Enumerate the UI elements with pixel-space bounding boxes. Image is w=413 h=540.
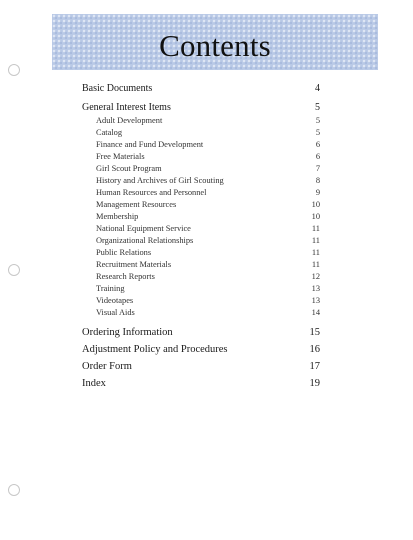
toc-subentry-page: 12 (311, 272, 320, 281)
toc-subentry[interactable] (82, 307, 320, 319)
toc-subentry-title: Visual Aids (96, 308, 135, 317)
toc-subentry-title: Human Resources and Personnel (96, 188, 207, 197)
toc-subentry-page: 14 (311, 308, 320, 317)
toc-subentry-page: 11 (311, 248, 320, 257)
table-of-contents (82, 82, 320, 392)
toc-subentry-page: 5 (315, 116, 320, 125)
toc-subentry-title: Free Materials (96, 152, 145, 161)
toc-subentry-page: 6 (315, 152, 320, 161)
toc-subentry-title: Videotapes (96, 296, 134, 305)
toc-subentry-page: 6 (315, 140, 320, 149)
toc-subentry[interactable] (82, 247, 320, 259)
toc-entry-page: 17 (309, 361, 320, 372)
toc-subentry[interactable] (82, 259, 320, 271)
toc-subentry[interactable] (82, 115, 320, 127)
toc-entry-ordering-information[interactable] (82, 324, 320, 341)
toc-subentry-page: 9 (315, 188, 320, 197)
toc-entry-page: 4 (315, 83, 320, 94)
binder-hole-bottom (8, 484, 20, 496)
toc-subentry-title: Research Reports (96, 272, 155, 281)
toc-subentry-page: 11 (311, 224, 320, 233)
toc-subentry-title: Finance and Fund Development (96, 140, 204, 149)
contents-banner (52, 14, 378, 70)
toc-entry-page: 19 (309, 378, 320, 389)
binder-hole-top (8, 64, 20, 76)
toc-subentry[interactable] (82, 175, 320, 187)
toc-subentry-title: History and Archives of Girl Scouting (96, 176, 224, 185)
toc-subentry-page: 10 (311, 212, 320, 221)
toc-entry-adjustment-policy[interactable] (82, 341, 320, 358)
toc-subentry-page: 11 (311, 260, 320, 269)
toc-subentry-title: Training (96, 284, 125, 293)
toc-entry-page: 5 (315, 102, 320, 113)
toc-entry-index[interactable] (82, 375, 320, 392)
toc-entry-general-interest-items[interactable] (82, 101, 320, 115)
toc-subentry-page: 10 (311, 200, 320, 209)
toc-entry-title: Ordering Information (82, 327, 173, 338)
toc-entry-basic-documents[interactable] (82, 82, 320, 96)
toc-subentry-title: Adult Development (96, 116, 163, 125)
toc-subentry[interactable] (82, 139, 320, 151)
toc-subentry[interactable] (82, 187, 320, 199)
toc-subentry-title: Recruitment Materials (96, 260, 172, 269)
toc-entry-title: Index (82, 378, 106, 389)
toc-subentry-title: Public Relations (96, 248, 152, 257)
toc-entry-page: 15 (309, 327, 320, 338)
toc-subentry[interactable] (82, 223, 320, 235)
toc-subentry-page: 13 (311, 296, 320, 305)
toc-entry-title: Adjustment Policy and Procedures (82, 344, 228, 355)
toc-subentry[interactable] (82, 127, 320, 139)
toc-subentry[interactable] (82, 271, 320, 283)
toc-subentry-page: 11 (311, 236, 320, 245)
toc-subentry-title: Catalog (96, 128, 123, 137)
toc-subentry-title: Girl Scout Program (96, 164, 162, 173)
toc-subentry-title: National Equipment Service (96, 224, 191, 233)
toc-subentry-page: 13 (311, 284, 320, 293)
toc-subentry[interactable] (82, 283, 320, 295)
toc-subentry[interactable] (82, 235, 320, 247)
toc-subentry[interactable] (82, 151, 320, 163)
toc-subentry-page: 8 (315, 176, 320, 185)
toc-subentry[interactable] (82, 163, 320, 175)
toc-subentry[interactable] (82, 211, 320, 223)
binder-hole-middle (8, 264, 20, 276)
toc-subentry-title: Organizational Relationships (96, 236, 194, 245)
toc-entry-title: Basic Documents (82, 83, 153, 94)
toc-subentry-page: 7 (315, 164, 320, 173)
toc-entry-title: Order Form (82, 361, 132, 372)
toc-subentry[interactable] (82, 295, 320, 307)
toc-entry-page: 16 (309, 344, 320, 355)
toc-entry-order-form[interactable] (82, 358, 320, 375)
toc-subentry-page: 5 (315, 128, 320, 137)
toc-entry-title: General Interest Items (82, 102, 171, 113)
toc-subentry-title: Management Resources (96, 200, 177, 209)
toc-subentry[interactable] (82, 199, 320, 211)
toc-subentry-title: Membership (96, 212, 139, 221)
page-title: Contents (159, 28, 271, 63)
